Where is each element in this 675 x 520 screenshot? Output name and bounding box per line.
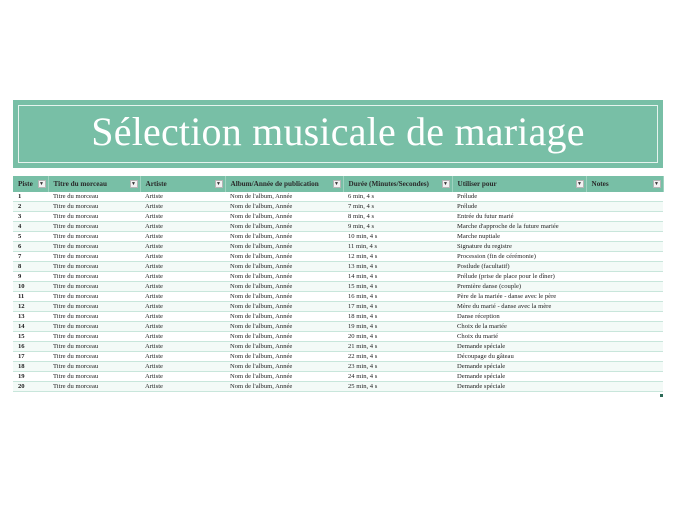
table-cell[interactable] <box>586 362 663 372</box>
table-cell[interactable]: Nom de l'album, Année <box>225 282 343 292</box>
table-cell[interactable]: Première danse (couple) <box>452 282 586 292</box>
table-cell[interactable]: Entrée du futur marié <box>452 212 586 222</box>
table-cell[interactable]: 16 <box>13 342 48 352</box>
table-cell[interactable]: Titre du morceau <box>48 262 140 272</box>
table-cell[interactable]: 25 min, 4 s <box>343 382 452 392</box>
table-cell[interactable]: Danse réception <box>452 312 586 322</box>
column-header-label: Titre du morceau <box>53 180 108 188</box>
column-header-label: Durée (Minutes/Secondes) <box>348 180 429 188</box>
table-row <box>13 252 663 262</box>
table-cell[interactable]: Signature du registre <box>452 242 586 252</box>
table-cell[interactable]: 9 min, 4 s <box>343 222 452 232</box>
table-cell[interactable]: Nom de l'album, Année <box>225 262 343 272</box>
dropdown-arrow-icon[interactable]: ▼ <box>131 182 136 187</box>
table-cell[interactable]: Nom de l'album, Année <box>225 362 343 372</box>
table-cell[interactable]: Nom de l'album, Année <box>225 192 343 202</box>
table-row <box>13 322 663 332</box>
table-cell[interactable] <box>586 192 663 202</box>
table-row <box>13 372 663 382</box>
table-row <box>13 242 663 252</box>
column-header-titre[interactable] <box>48 176 140 192</box>
column-header-utiliser-pour[interactable] <box>452 176 586 192</box>
table-cell[interactable]: Nom de l'album, Année <box>225 352 343 362</box>
table-cell[interactable]: Demande spéciale <box>452 362 586 372</box>
table-cell[interactable]: Procession (fin de cérémonie) <box>452 252 586 262</box>
table-cell[interactable] <box>586 202 663 212</box>
table-cell[interactable]: Artiste <box>140 252 225 262</box>
table-cell[interactable]: 7 <box>13 252 48 262</box>
table-cell[interactable]: 15 min, 4 s <box>343 282 452 292</box>
dropdown-arrow-icon[interactable]: ▼ <box>216 182 221 187</box>
table-cell[interactable]: Choix du marié <box>452 332 586 342</box>
table-cell[interactable]: Artiste <box>140 212 225 222</box>
table-cell[interactable]: Titre du morceau <box>48 282 140 292</box>
column-header-piste[interactable] <box>13 176 48 192</box>
table-cell[interactable]: Père de la mariée - danse avec le père <box>452 292 586 302</box>
table-resize-handle[interactable] <box>660 394 663 397</box>
table-cell[interactable]: 17 min, 4 s <box>343 302 452 312</box>
table-cell[interactable]: 18 <box>13 362 48 372</box>
table-cell[interactable] <box>586 382 663 392</box>
table-cell[interactable] <box>586 262 663 272</box>
table-cell[interactable]: 10 <box>13 282 48 292</box>
table-row <box>13 302 663 312</box>
table-cell[interactable]: Nom de l'album, Année <box>225 272 343 282</box>
table-cell[interactable]: Titre du morceau <box>48 242 140 252</box>
table-cell[interactable]: Artiste <box>140 202 225 212</box>
table-cell[interactable]: Artiste <box>140 262 225 272</box>
table-cell[interactable]: 17 <box>13 352 48 362</box>
table-cell[interactable]: Artiste <box>140 362 225 372</box>
table-cell[interactable]: Artiste <box>140 232 225 242</box>
table-cell[interactable]: Titre du morceau <box>48 192 140 202</box>
table-cell[interactable]: Artiste <box>140 302 225 312</box>
table-cell[interactable]: 12 <box>13 302 48 312</box>
column-header-label: Artiste <box>145 180 167 188</box>
table-cell[interactable]: 10 min, 4 s <box>343 232 452 242</box>
table-cell[interactable]: Mère du marié - danse avec la mère <box>452 302 586 312</box>
table-cell[interactable]: 21 min, 4 s <box>343 342 452 352</box>
table-cell[interactable]: Nom de l'album, Année <box>225 292 343 302</box>
table-cell[interactable]: Titre du morceau <box>48 202 140 212</box>
table-cell[interactable]: Artiste <box>140 242 225 252</box>
table-cell[interactable]: Artiste <box>140 272 225 282</box>
table-cell[interactable]: 23 min, 4 s <box>343 362 452 372</box>
table-cell[interactable]: Découpage du gâteau <box>452 352 586 362</box>
column-header-label: Utiliser pour <box>457 180 497 188</box>
table-row <box>13 382 663 392</box>
table-row <box>13 212 663 222</box>
page-title: Sélection musicale de mariage <box>91 109 585 154</box>
table-cell[interactable]: Nom de l'album, Année <box>225 322 343 332</box>
table-cell[interactable]: Nom de l'album, Année <box>225 252 343 262</box>
column-header-label: Album/Année de publication <box>230 180 319 188</box>
dropdown-arrow-icon[interactable]: ▼ <box>334 182 339 187</box>
table-cell[interactable]: Demande spéciale <box>452 372 586 382</box>
table-row <box>13 232 663 242</box>
table-cell[interactable]: Prélude <box>452 202 586 212</box>
table-cell[interactable]: Titre du morceau <box>48 292 140 302</box>
table-cell[interactable]: Nom de l'album, Année <box>225 232 343 242</box>
table-cell[interactable]: 6 <box>13 242 48 252</box>
table-cell[interactable]: Artiste <box>140 292 225 302</box>
table-cell[interactable]: 8 <box>13 262 48 272</box>
table-cell[interactable]: 19 <box>13 372 48 382</box>
table-cell[interactable]: 13 <box>13 312 48 322</box>
table-row <box>13 352 663 362</box>
title-banner <box>13 100 663 168</box>
table-cell[interactable]: Titre du morceau <box>48 212 140 222</box>
table-cell[interactable]: Artiste <box>140 222 225 232</box>
table-cell[interactable]: 24 min, 4 s <box>343 372 452 382</box>
table-cell[interactable] <box>586 372 663 382</box>
table-row <box>13 292 663 302</box>
table-row <box>13 332 663 342</box>
column-header-label: Piste <box>18 180 33 188</box>
table-row <box>13 192 663 202</box>
table-cell[interactable] <box>586 332 663 342</box>
table-cell[interactable]: Titre du morceau <box>48 252 140 262</box>
table-cell[interactable] <box>586 292 663 302</box>
table-cell[interactable]: Artiste <box>140 382 225 392</box>
table-cell[interactable] <box>586 272 663 282</box>
table-cell[interactable]: Titre du morceau <box>48 272 140 282</box>
table-cell[interactable]: Postlude (facultatif) <box>452 262 586 272</box>
column-header-duree[interactable] <box>343 176 452 192</box>
table-cell[interactable]: 6 min, 4 s <box>343 192 452 202</box>
table-cell[interactable]: 14 <box>13 322 48 332</box>
dropdown-arrow-icon[interactable]: ▼ <box>39 182 44 187</box>
table-cell[interactable]: 9 <box>13 272 48 282</box>
table-cell[interactable]: 11 <box>13 292 48 302</box>
table-cell[interactable]: 20 <box>13 382 48 392</box>
table-row <box>13 342 663 352</box>
music-table <box>13 176 664 392</box>
table-cell[interactable]: Artiste <box>140 312 225 322</box>
table-cell[interactable]: Artiste <box>140 342 225 352</box>
table-body <box>13 192 663 392</box>
table-cell[interactable] <box>586 212 663 222</box>
table-row <box>13 362 663 372</box>
table-cell[interactable]: Nom de l'album, Année <box>225 222 343 232</box>
table-cell[interactable]: 7 min, 4 s <box>343 202 452 212</box>
header-row <box>13 176 663 192</box>
table-cell[interactable] <box>586 232 663 242</box>
table-cell[interactable] <box>586 302 663 312</box>
table-cell[interactable]: Artiste <box>140 192 225 202</box>
table-cell[interactable]: Nom de l'album, Année <box>225 212 343 222</box>
dropdown-arrow-icon[interactable]: ▼ <box>577 182 582 187</box>
table-cell[interactable]: Nom de l'album, Année <box>225 332 343 342</box>
table-cell[interactable] <box>586 322 663 332</box>
column-header-artiste[interactable] <box>140 176 225 192</box>
table-cell[interactable]: Titre du morceau <box>48 372 140 382</box>
table-cell[interactable]: Artiste <box>140 352 225 362</box>
table-cell[interactable]: Nom de l'album, Année <box>225 242 343 252</box>
table-row <box>13 222 663 232</box>
table-cell[interactable]: 14 min, 4 s <box>343 272 452 282</box>
table-cell[interactable] <box>586 342 663 352</box>
table-cell[interactable] <box>586 352 663 362</box>
spreadsheet <box>13 100 663 395</box>
table-cell[interactable]: Titre du morceau <box>48 302 140 312</box>
table-cell[interactable]: 20 min, 4 s <box>343 332 452 342</box>
table-cell[interactable]: Nom de l'album, Année <box>225 312 343 322</box>
table-cell[interactable]: 22 min, 4 s <box>343 352 452 362</box>
table-cell[interactable]: 16 min, 4 s <box>343 292 452 302</box>
table-cell[interactable]: Titre du morceau <box>48 362 140 372</box>
table-cell[interactable]: Choix de la mariée <box>452 322 586 332</box>
table-cell[interactable] <box>586 252 663 262</box>
table-cell[interactable]: Prélude <box>452 192 586 202</box>
table-cell[interactable]: Nom de l'album, Année <box>225 342 343 352</box>
table-cell[interactable]: Artiste <box>140 282 225 292</box>
table-cell[interactable]: Prélude (prise de place pour le dîner) <box>452 272 586 282</box>
column-header-notes[interactable] <box>586 176 663 192</box>
table-cell[interactable]: Titre du morceau <box>48 322 140 332</box>
table-cell[interactable]: 5 <box>13 232 48 242</box>
table-cell[interactable]: Artiste <box>140 332 225 342</box>
dropdown-arrow-icon[interactable]: ▼ <box>654 182 659 187</box>
table-cell[interactable]: 3 <box>13 212 48 222</box>
table-cell[interactable] <box>586 222 663 232</box>
table-cell[interactable]: Titre du morceau <box>48 342 140 352</box>
table-cell[interactable]: Nom de l'album, Année <box>225 202 343 212</box>
table-cell[interactable]: Nom de l'album, Année <box>225 302 343 312</box>
column-header-album[interactable] <box>225 176 343 192</box>
table-cell[interactable]: Marche d'approche de la future mariée <box>452 222 586 232</box>
table-cell[interactable]: Artiste <box>140 322 225 332</box>
table-cell[interactable]: 4 <box>13 222 48 232</box>
table-cell[interactable]: Demande spéciale <box>452 342 586 352</box>
column-header-label: Notes <box>591 180 609 188</box>
table-cell[interactable]: 1 <box>13 192 48 202</box>
table-cell[interactable]: Demande spéciale <box>452 382 586 392</box>
table-cell[interactable]: 15 <box>13 332 48 342</box>
table-cell[interactable]: Titre du morceau <box>48 352 140 362</box>
table-cell[interactable]: 19 min, 4 s <box>343 322 452 332</box>
table-cell[interactable] <box>586 242 663 252</box>
table-cell[interactable]: Titre du morceau <box>48 232 140 242</box>
table-cell[interactable]: 11 min, 4 s <box>343 242 452 252</box>
table-cell[interactable]: Titre du morceau <box>48 382 140 392</box>
table-cell[interactable]: Marche nuptiale <box>452 232 586 242</box>
table-cell[interactable] <box>586 312 663 322</box>
dropdown-arrow-icon[interactable]: ▼ <box>443 182 448 187</box>
table-row <box>13 282 663 292</box>
table-cell[interactable]: Nom de l'album, Année <box>225 382 343 392</box>
table-cell[interactable]: 18 min, 4 s <box>343 312 452 322</box>
table-cell[interactable]: 13 min, 4 s <box>343 262 452 272</box>
table-row <box>13 312 663 322</box>
table-cell[interactable]: Nom de l'album, Année <box>225 372 343 382</box>
table-cell[interactable]: Artiste <box>140 372 225 382</box>
table-cell[interactable]: Titre du morceau <box>48 222 140 232</box>
table-row <box>13 272 663 282</box>
table-row <box>13 262 663 272</box>
table-cell[interactable]: 8 min, 4 s <box>343 212 452 222</box>
table-cell[interactable] <box>586 282 663 292</box>
table-row <box>13 202 663 212</box>
table-cell[interactable]: 12 min, 4 s <box>343 252 452 262</box>
table-cell[interactable]: Titre du morceau <box>48 312 140 322</box>
table-cell[interactable]: Titre du morceau <box>48 332 140 342</box>
table-cell[interactable]: 2 <box>13 202 48 212</box>
